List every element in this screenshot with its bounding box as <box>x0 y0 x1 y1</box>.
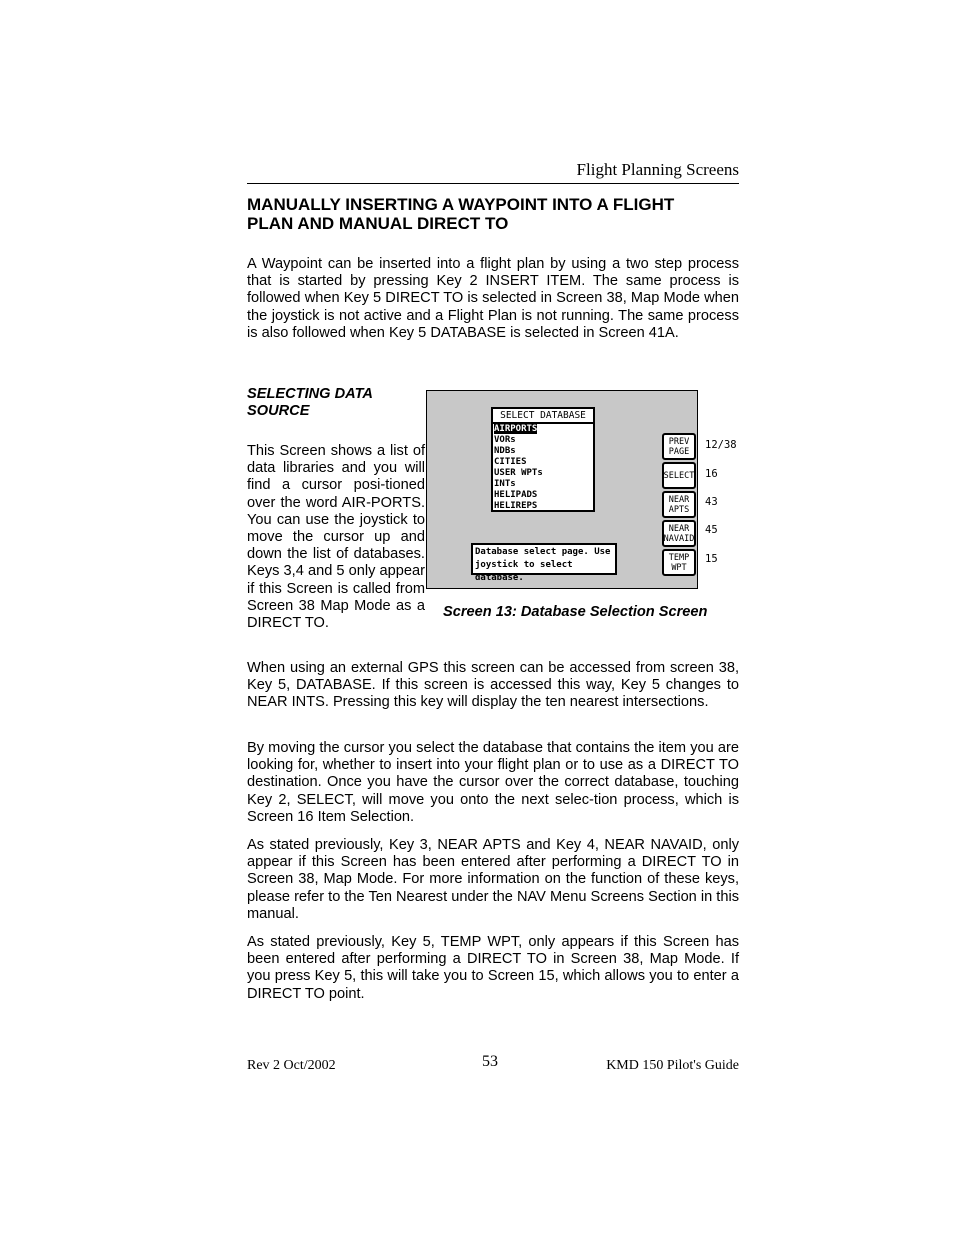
database-list-title: SELECT DATABASE <box>493 409 593 424</box>
database-item-helireps[interactable]: HELIREPS <box>494 501 538 511</box>
side-heading <box>247 386 422 420</box>
database-item-helipads[interactable]: HELIPADS <box>494 490 538 500</box>
near-navaid-button[interactable]: NEAR NAVAID <box>662 520 696 547</box>
help-line2: joystick to select database. <box>475 560 573 583</box>
page-number: 53 <box>482 1053 498 1070</box>
key-ref-prev-page: 12/38 <box>705 439 737 451</box>
database-selection-screen <box>426 390 698 589</box>
key-ref-near-apts: 43 <box>705 496 718 508</box>
running-header: Flight Planning Screens <box>576 160 739 179</box>
prev-page-button[interactable]: PREV PAGE <box>662 433 696 460</box>
side-heading-line2: SOURCE <box>247 403 310 420</box>
help-message-box <box>471 543 617 583</box>
section-heading-line2: PLAN AND MANUAL DIRECT TO <box>247 214 509 233</box>
intro-paragraph: A Waypoint can be inserted into a flight plan by using a two step process that is started by pressing Key 2 INSERT ITEM. The same process is followed when Key 5 DIRECT TO is selected in Screen 38, Map Mode when the joystick is not active and a Flight Plan is not running. The same process is also followed when Key 5 DATABASE is selected in Screen 41A. <box>247 256 739 341</box>
figure-caption: Screen 13: Database Selection Screen <box>443 604 708 620</box>
database-list-panel <box>491 407 595 512</box>
database-item-airports[interactable]: AIRPORTS <box>494 424 538 434</box>
key-ref-select: 16 <box>705 468 718 480</box>
near-apts-button[interactable]: NEAR APTS <box>662 491 696 518</box>
paragraph-moving-cursor: By moving the cursor you select the database that contains the item you are looking for, whether to insert into your flight plan or to use as a DIRECT TO destination. Once you have the cursor over the correct database, touching Key 2, SELECT, will move you onto the next selec-tion process, which is Screen 16 Item Selection. <box>247 740 739 825</box>
section-heading <box>247 195 739 233</box>
help-line1: Database select page. Use <box>475 547 611 557</box>
header-rule <box>247 183 739 184</box>
side-heading-line1: SELECTING DATA <box>247 386 373 402</box>
key-ref-temp-wpt: 15 <box>705 553 718 565</box>
database-item-cities[interactable]: CITIES <box>494 457 527 467</box>
section-heading-line1: MANUALLY INSERTING A WAYPOINT INTO A FLIGHT <box>247 195 675 214</box>
database-item-ints[interactable]: INTs <box>494 479 516 489</box>
temp-wpt-button[interactable]: TEMP WPT <box>662 549 696 576</box>
side-paragraph: This Screen shows a list of data libraries and you will find a cursor posi-tioned over the word AIR-PORTS. You can use the joystick to move the cursor up and down the list of databases. Keys 3,4 and 5 only appear if this Screen is called from Screen 38 Map Mode as a DIRECT TO. <box>247 443 425 632</box>
database-item-user-wpts[interactable]: USER WPTs <box>494 468 543 478</box>
select-button[interactable]: SELECT <box>662 462 696 489</box>
database-item-ndbs[interactable]: NDBs <box>494 446 516 456</box>
database-item-vors[interactable]: VORs <box>494 435 516 445</box>
footer-guide-title: KMD 150 Pilot's Guide <box>606 1058 739 1073</box>
paragraph-near-keys: As stated previously, Key 3, NEAR APTS and Key 4, NEAR NAVAID, only appear if this Screen has been entered after performing a DIRECT TO in Screen 38, Map Mode. For more information on the function of these keys, please refer to the Ten Nearest under the NAV Menu Screens Section in this manual. <box>247 837 739 922</box>
paragraph-external-gps: When using an external GPS this screen can be accessed from screen 38, Key 5, DATABASE. If this screen is accessed this way, Key 5 changes to NEAR INTS. Pressing this key will display the ten nearest intersections. <box>247 660 739 711</box>
footer-revision: Rev 2 Oct/2002 <box>247 1058 336 1073</box>
paragraph-temp-wpt: As stated previously, Key 5, TEMP WPT, only appears if this Screen has been entered after performing a DIRECT TO in Screen 38, Map Mode. If you press Key 5, this will take you to Screen 15, which allows you to enter a DIRECT TO point. <box>247 934 739 1002</box>
key-ref-near-navaid: 45 <box>705 524 718 536</box>
